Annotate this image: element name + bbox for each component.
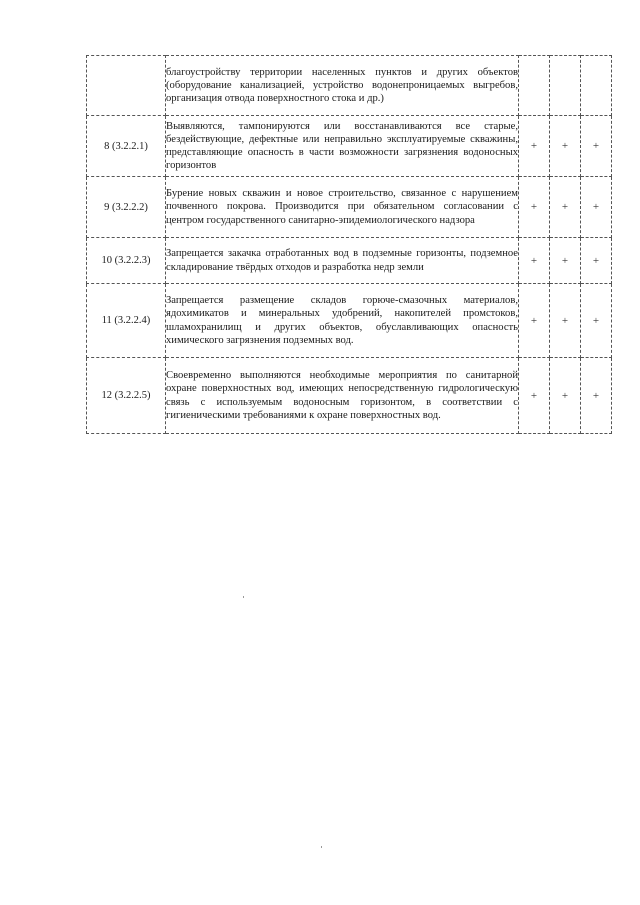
zone-mark-3: + — [581, 238, 612, 284]
table-row — [87, 56, 612, 116]
zone-mark-3: + — [581, 116, 612, 177]
zone-mark-3 — [581, 56, 612, 116]
zone-mark-2: + — [550, 116, 581, 177]
zone-mark-1: + — [519, 177, 550, 238]
row-number: 10 (3.2.2.3) — [87, 238, 166, 284]
row-text: Выявляются, тампонируются или восстанавливаются все старые, бездействующие, дефектные или неправильно эксплуатируемые скважины, представляющие опасность в части возможности загрязнения водоносных горизонтов — [166, 116, 519, 177]
row-number: 8 (3.2.2.1) — [87, 116, 166, 177]
row-text: Запрещается закачка отработанных вод в подземные горизонты, подземное складирование твёрдых отходов и разработка недр земли — [166, 238, 519, 284]
row-text: благоустройству территории населенных пунктов и других объектов (оборудование канализацией, устройство водонепроницаемых выгребов, организация отвода поверхностного стока и др.) — [166, 56, 519, 116]
scan-speck — [243, 596, 244, 598]
scan-speck — [321, 846, 322, 848]
row-number: 9 (3.2.2.2) — [87, 177, 166, 238]
zone-mark-1: + — [519, 284, 550, 358]
zone-mark-3: + — [581, 358, 612, 434]
zone-mark-2: + — [550, 358, 581, 434]
zone-mark-2 — [550, 56, 581, 116]
row-number: 11 (3.2.2.4) — [87, 284, 166, 358]
zone-mark-1: + — [519, 116, 550, 177]
zone-mark-2: + — [550, 284, 581, 358]
requirements-table — [86, 55, 612, 434]
row-text: Бурение новых скважин и новое строительство, связанное с нарушением почвенного покрова. Производится при обязательном согласовании с центром государственного санитарно-эпидемиологического надзора — [166, 177, 519, 238]
zone-mark-2: + — [550, 177, 581, 238]
table-row — [87, 284, 612, 358]
table-row — [87, 358, 612, 434]
row-number: 12 (3.2.2.5) — [87, 358, 166, 434]
row-text: Запрещается размещение складов горюче-смазочных материалов, ядохимикатов и минеральных удобрений, накопителей промстоков, шламохранилищ и других объектов, обуславливающих опасность химического загрязнения подземных вод. — [166, 284, 519, 358]
row-text: Своевременно выполняются необходимые мероприятия по санитарной охране поверхностных вод, имеющих непосредственную гидрологическую связь с используемым водоносным горизонтом, в соответствии с гигиеническими требованиями к охране поверхностных вод. — [166, 358, 519, 434]
zone-mark-1 — [519, 56, 550, 116]
table-row — [87, 177, 612, 238]
zone-mark-1: + — [519, 238, 550, 284]
zone-mark-1: + — [519, 358, 550, 434]
zone-mark-3: + — [581, 177, 612, 238]
row-number — [87, 56, 166, 116]
zone-mark-2: + — [550, 238, 581, 284]
zone-mark-3: + — [581, 284, 612, 358]
table-row — [87, 238, 612, 284]
table-row — [87, 116, 612, 177]
